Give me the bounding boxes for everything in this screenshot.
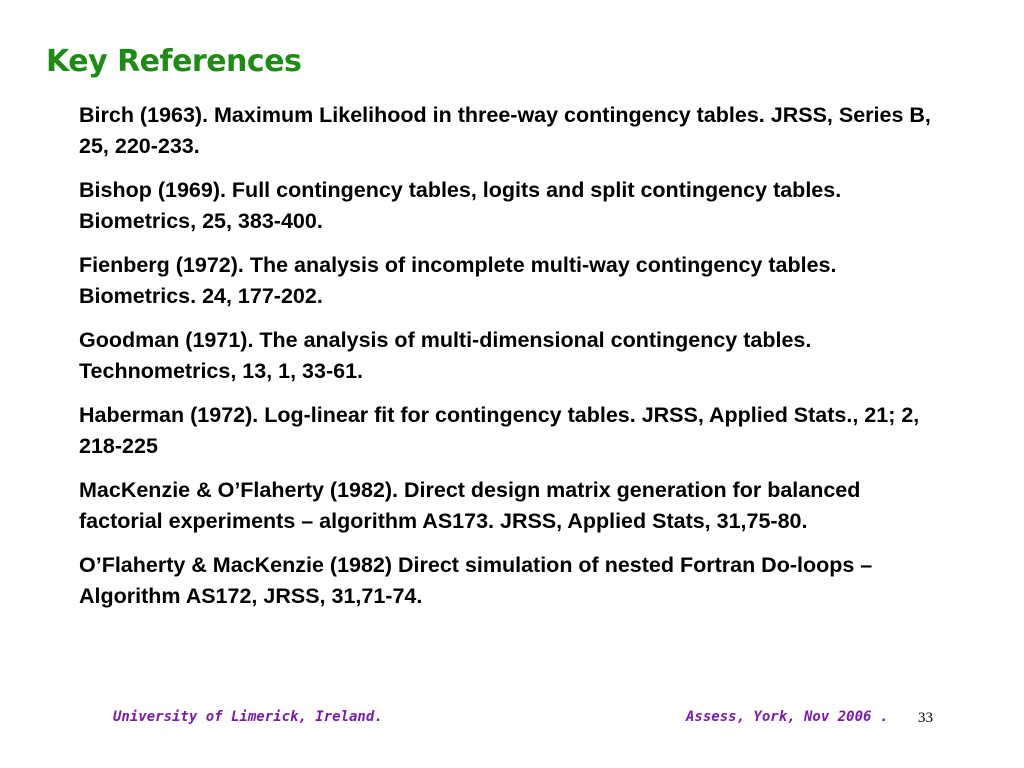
- reference-item: Goodman (1971). The analysis of multi-dimensional contingency tables. Technometrics, 13, 1, 33-61.: [79, 328, 812, 383]
- reference-item: Haberman (1972). Log-linear fit for contingency tables. JRSS, Applied Stats., 21; 2, 218-225: [79, 403, 920, 458]
- footer-event: Assess, York, Nov 2006 .: [686, 709, 889, 725]
- reference-item: MacKenzie & O’Flaherty (1982). Direct design matrix generation for balanced factorial experiments – algorithm AS173. JRSS, Applied Stats, 31,75-80.: [79, 478, 861, 533]
- reference-item: Bishop (1969). Full contingency tables, logits and split contingency tables. Biometrics, 25, 383-400.: [79, 178, 842, 233]
- reference-item: Fienberg (1972). The analysis of incomplete multi-way contingency tables. Biometrics. 24, 177-202.: [79, 253, 837, 308]
- footer-institution: University of Limerick, Ireland.: [113, 709, 383, 725]
- reference-item: O’Flaherty & MacKenzie (1982) Direct simulation of nested Fortran Do-loops – Algorithm AS172, JRSS, 31,71-74.: [79, 553, 873, 608]
- page-number: 33: [918, 710, 933, 726]
- reference-list: [79, 100, 949, 625]
- reference-item: Birch (1963). Maximum Likelihood in three-way contingency tables. JRSS, Series B, 25, 220-233.: [79, 103, 931, 158]
- slide-title: Key References: [46, 44, 302, 79]
